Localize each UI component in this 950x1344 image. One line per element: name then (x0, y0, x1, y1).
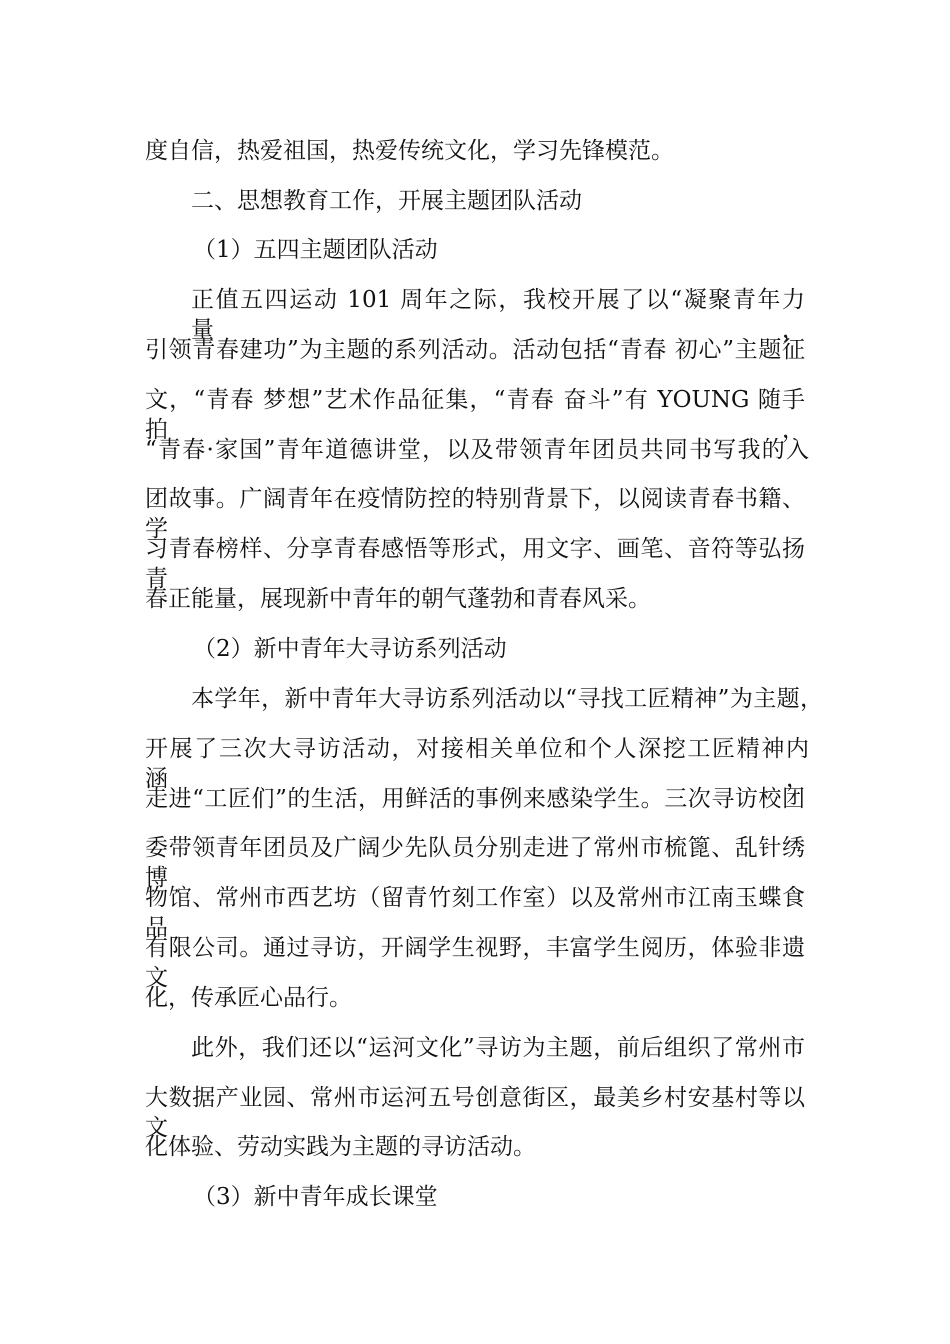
paragraph-line: 本学年，新中青年大寻访系列活动以“寻找工匠精神”为主题， (191, 686, 823, 712)
paragraph-line: 文，“青春 梦想”艺术作品征集，“青春 奋斗”有 YOUNG 随手拍， (145, 387, 805, 443)
paragraph-line: 大数据产业园、常州市运河五号创意街区，最美乡村安基村等以文 (145, 1085, 805, 1141)
paragraph-line: 物馆、常州市西艺坊（留青竹刻工作室）以及常州市江南玉蝶食品 (145, 885, 805, 941)
paragraph-line: 春正能量，展现新中青年的朝气蓬勃和青春风采。 (145, 586, 651, 612)
paragraph-line: 度自信，热爱祖国，热爱传统文化，学习先锋模范。 (145, 138, 674, 164)
paragraph-line: 走进“工匠们”的生活，用鲜活的事例来感染学生。三次寻访校团 (145, 786, 805, 812)
paragraph-line: 此外，我们还以“运河文化”寻访为主题，前后组织了常州市 (191, 1035, 805, 1061)
subsection-heading: （1）五四主题团队活动 (193, 237, 438, 263)
paragraph-line: 习青春榜样、分享青春感悟等形式，用文字、画笔、音符等弘扬青 (145, 536, 805, 592)
subsection-heading: （3）新中青年成长课堂 (193, 1184, 438, 1210)
paragraph-line: 有限公司。通过寻访，开阔学生视野，丰富学生阅历，体验非遗文 (145, 935, 805, 991)
subsection-heading: （2）新中青年大寻访系列活动 (193, 636, 507, 662)
paragraph-line: 化，传承匠心品行。 (145, 985, 352, 1011)
section-heading: 二、思想教育工作，开展主题团队活动 (191, 188, 582, 214)
paragraph-line: 引领青春建功”为主题的系列活动。活动包括“青春 初心”主题征 (145, 337, 805, 363)
paragraph-line: 化体验、劳动实践为主题的寻访活动。 (145, 1134, 536, 1160)
paragraph-line: 团故事。广阔青年在疫情防控的特别背景下，以阅读青春书籍、学 (145, 486, 805, 542)
paragraph-line: 委带领青年团员及广阔少先队员分别走进了常州市梳篦、乱针绣博 (145, 835, 805, 891)
paragraph-line: 开展了三次大寻访活动，对接相关单位和个人深挖工匠精神内涵， (145, 736, 809, 792)
paragraph-line: “青春·家国”青年道德讲堂，以及带领青年团员共同书写我的入 (145, 437, 809, 463)
paragraph-line: 正值五四运动 101 周年之际，我校开展了以“凝聚青年力量， (191, 287, 805, 343)
